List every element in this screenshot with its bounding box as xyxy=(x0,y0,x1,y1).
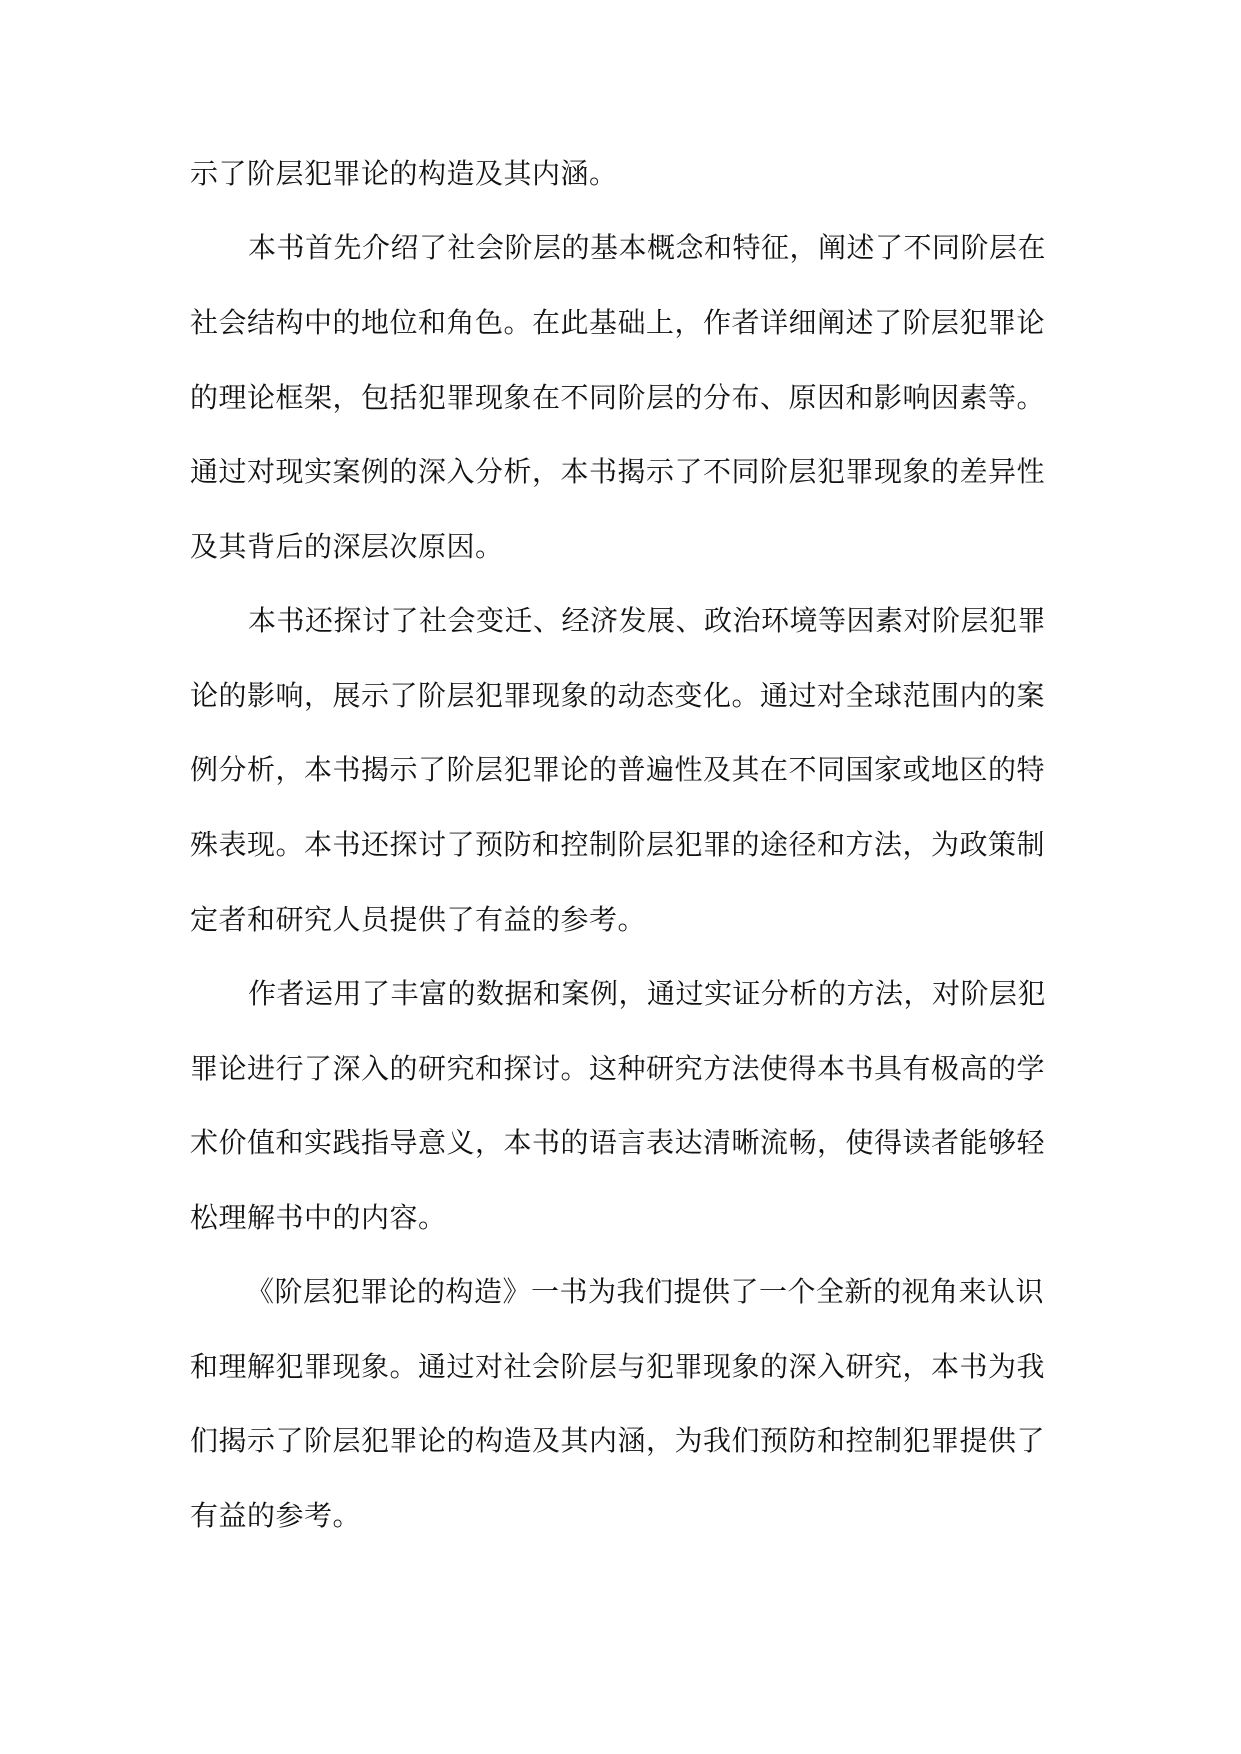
paragraph-1-line-1: 示了阶层犯罪论的构造及其内涵。 xyxy=(190,157,618,190)
paragraph-5-line-4: 有益的参考。 xyxy=(190,1499,362,1532)
paragraph-4-line-1: 作者运用了丰富的数据和案例，通过实证分析的方法，对阶层犯 xyxy=(248,977,1047,1010)
paragraph-3-line-2: 论的影响，展示了阶层犯罪现象的动态变化。通过对全球范围内的案 xyxy=(190,679,1046,712)
paragraph-2-line-4: 通过对现实案例的深入分析，本书揭示了不同阶层犯罪现象的差异性 xyxy=(190,455,1046,488)
paragraph-2-line-2: 社会结构中的地位和角色。在此基础上，作者详细阐述了阶层犯罪论 xyxy=(190,306,1046,339)
paragraph-3-line-1: 本书还探讨了社会变迁、经济发展、政治环境等因素对阶层犯罪 xyxy=(248,604,1047,637)
paragraph-4-line-3: 术价值和实践指导意义，本书的语言表达清晰流畅，使得读者能够轻 xyxy=(190,1126,1046,1159)
paragraph-4-line-2: 罪论进行了深入的研究和探讨。这种研究方法使得本书具有极高的学 xyxy=(190,1052,1046,1085)
paragraph-3-line-4: 殊表现。本书还探讨了预防和控制阶层犯罪的途径和方法，为政策制 xyxy=(190,828,1046,861)
paragraph-5-line-1: 《阶层犯罪论的构造》一书为我们提供了一个全新的视角来认识 xyxy=(246,1275,1045,1308)
paragraph-3-line-5: 定者和研究人员提供了有益的参考。 xyxy=(190,903,647,936)
paragraph-5-line-2: 和理解犯罪现象。通过对社会阶层与犯罪现象的深入研究，本书为我 xyxy=(190,1350,1046,1383)
paragraph-2-line-3: 的理论框架，包括犯罪现象在不同阶层的分布、原因和影响因素等。 xyxy=(190,381,1046,414)
paragraph-2-line-5: 及其背后的深层次原因。 xyxy=(190,530,504,563)
paragraph-3-line-3: 例分析，本书揭示了阶层犯罪论的普遍性及其在不同国家或地区的特 xyxy=(190,753,1046,786)
paragraph-2-line-1: 本书首先介绍了社会阶层的基本概念和特征，阐述了不同阶层在 xyxy=(248,231,1047,264)
paragraph-4-line-4: 松理解书中的内容。 xyxy=(190,1201,447,1234)
paragraph-5-line-3: 们揭示了阶层犯罪论的构造及其内涵，为我们预防和控制犯罪提供了 xyxy=(190,1424,1046,1457)
